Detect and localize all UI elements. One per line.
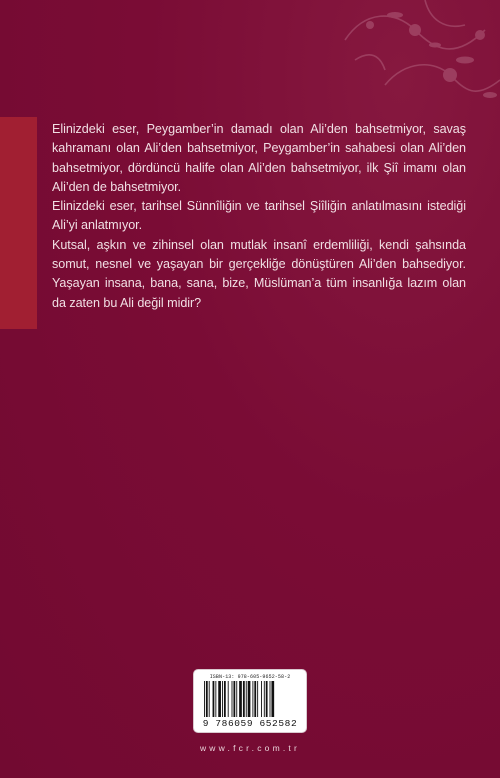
barcode-digits: 9 786059 652582 <box>202 718 298 729</box>
barcode <box>194 670 306 732</box>
blurb-paragraph-1: Elinizdeki eser, Peygamber’in damadı olan Ali’den bahsetmiyor, savaş kahramanı olan Ali’den bahsetmiyor, Peygamber’in sahabesi olan Ali’den bahsetmiyor, dördüncü halife olan Ali’den bahsetmiyor, ilk Şiî imamı olan Ali’den de bahsetmiyor. <box>52 122 466 194</box>
side-accent-bar <box>0 117 37 329</box>
floral-ornament-icon <box>325 0 500 110</box>
isbn-label: ISBN-13: 978-605-9652-58-2 <box>209 674 291 680</box>
publisher-website: www.fcr.com.tr <box>199 743 301 753</box>
blurb-paragraph-2: Elinizdeki eser, tarihsel Sünnîliğin ve tarihsel Şiîliğin anlatılmasını istediği Ali’yi anlatmıyor. <box>52 199 466 233</box>
barcode-icon <box>204 681 296 717</box>
back-cover-blurb <box>52 120 466 313</box>
blurb-paragraph-3: Kutsal, aşkın ve zihinsel olan mutlak insanî erdemliliği, kendi şahsında somut, nesnel ve yaşayan bir gerçekliğe dönüştüren Ali’den bahsediyor. Yaşayan insana, bana, sana, bize, Müslüman’a tüm insanlığa lazım olan da zaten bu Ali değil midir? <box>52 237 466 310</box>
